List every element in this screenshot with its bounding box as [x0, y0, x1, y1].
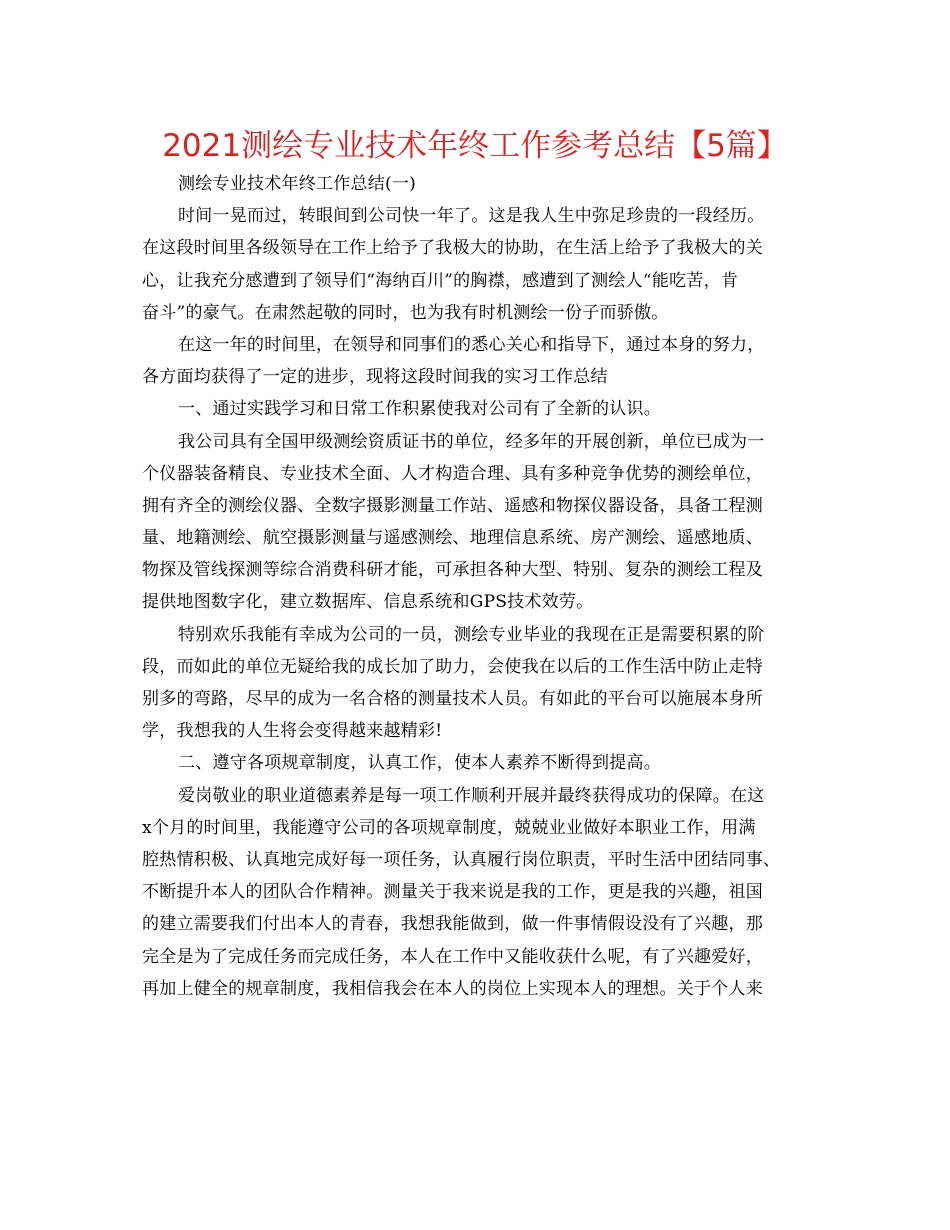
text-line: 我公司具有全国甲级测绘资质证书的单位，经多年的开展创新，单位已成为一 — [178, 431, 765, 452]
text-line: 腔热情积极、认真地完成好每一项任务，认真履行岗位职责，平时生活中团结同事、 — [142, 849, 781, 870]
document-body — [142, 168, 814, 1005]
text-line: 学，我想我的人生将会变得越来越精彩! — [142, 721, 443, 742]
text-line: 奋斗”的豪气。在肃然起敬的同时，也为我有时机测绘一份子而骄傲。 — [142, 302, 669, 323]
text-line: 个仪器装备精良、专业技术全面、人才构造合理、具有多种竞争优势的测绘单位， — [142, 463, 763, 484]
text-line: 的建立需要我们付出本人的青春，我想我能做到，做一件事情假设没有了兴趣，那 — [142, 914, 763, 935]
text-line: 完全是为了完成任务而完成任务，本人在工作中又能收获什么呢，有了兴趣爱好， — [142, 946, 763, 967]
text-line: 在这段时间里各级领导在工作上给予了我极大的协助，在生活上给予了我极大的关 — [142, 238, 763, 259]
text-line: 别多的弯路，尽早的成为一名合格的测量技术人员。有如此的平台可以施展本身所 — [142, 689, 763, 709]
text-line: 二、遵守各项规章制度，认真工作，使本人素养不断得到提高。 — [178, 753, 661, 774]
text-line: 一、通过实践学习和日常工作积累使我对公司有了全新的认识。 — [178, 399, 661, 420]
text-line: 物探及管线探测等综合消费科研才能，可承担各种大型、特别、复杂的测绘工程及 — [142, 560, 763, 581]
text-line: 时间一晃而过，转眼间到公司快一年了。这是我人生中弥足珍贵的一段经历。 — [178, 206, 765, 227]
text-line: 不断提升本人的团队合作精神。测量关于我来说是我的工作，更是我的兴趣，祖国 — [142, 882, 763, 903]
text-line: 在这一年的时间里，在领导和同事们的悉心关心和指导下，通过本身的努力， — [178, 334, 765, 355]
text-line: 量、地籍测绘、航空摄影测量与遥感测绘、地理信息系统、房产测绘、遥感地质、 — [142, 528, 763, 549]
document-title: 2021测绘专业技术年终工作参考总结【5篇】 — [162, 128, 788, 164]
text-line: 再加上健全的规章制度，我相信我会在本人的岗位上实现本人的理想。关于个人来 — [142, 978, 763, 999]
text-line: 段，而如此的单位无疑给我的成长加了助力，会使我在以后的工作生活中防止走特 — [142, 656, 763, 677]
text-line: 各方面均获得了一定的进步，现将这段时间我的实习工作总结 — [142, 367, 608, 388]
text-line: 提供地图数字化，建立数据库、信息系统和GPS技术效劳。 — [142, 592, 594, 613]
text-line: 拥有齐全的测绘仪器、全数字摄影测量工作站、遥感和物探仪器设备，具备工程测 — [142, 495, 763, 516]
text-line: 心，让我充分感遭到了领导们“海纳百川”的胸襟，感遭到了测绘人“能吃苦，肯 — [142, 270, 739, 291]
text-line: x个月的时间里，我能遵守公司的各项规章制度，兢兢业业做好本职业工作，用满 — [142, 817, 756, 838]
text-line: 爱岗敬业的职业道德素养是每一项工作顺利开展并最终获得成功的保障。在这 — [178, 785, 765, 806]
text-line: 测绘专业技术年终工作总结(一) — [178, 174, 417, 194]
text-line: 特别欢乐我能有幸成为公司的一员，测绘专业毕业的我现在正是需要积累的阶 — [178, 624, 765, 645]
